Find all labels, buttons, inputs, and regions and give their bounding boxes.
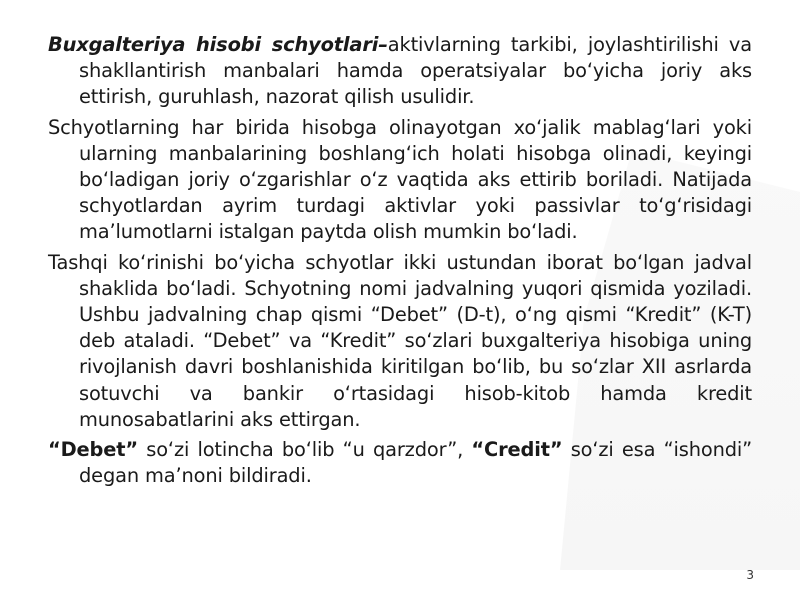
term-credit: “Credit” bbox=[471, 438, 563, 462]
paragraph-debit-text: so‘zi lotincha bo‘lib “u qarzdor”, bbox=[138, 438, 472, 462]
term-accounting-accounts: Buxgalteriya hisobi schyotlari– bbox=[48, 33, 388, 56]
paragraph-credit-text: so‘zi esa “ishondi” degan ma’noni bildiradi. bbox=[79, 438, 753, 488]
slide-content bbox=[48, 32, 752, 493]
page-number: 3 bbox=[746, 568, 754, 582]
paragraph-definition-text: aktivlarning tarkibi, joylashtirilishi va shakllantirish manbalari hamda operatsiyalar bo‘yicha joriy aks ettirish, guruhlash, nazorat qilish usulidir. bbox=[79, 33, 752, 109]
paragraph-appearance-text: Tashqi ko‘rinishi bo‘yicha schyotlar ikki ustundan iborat bo‘lgan jadval shaklida bo‘ladi. Schyotning nomi jadvalning yuqori qismida yoziladi. Ushbu jadvalning chap qismi “Debet” (D-t), o‘ng qismi “Kredit” (K-T) deb ataladi. “Debet” va “Kredit” so‘zlari buxgalteriya hisobiga uning rivojlanish davri boshlanishida kiritilgan bo‘lib, bu so‘zlar XII asrlarda sotuvchi va bankir o‘rtasidagi hisob-kitob hamda kredit munosabatlarini aks ettirgan. bbox=[48, 250, 752, 431]
paragraph-appearance bbox=[48, 250, 752, 433]
paragraph-debit-credit-meaning bbox=[48, 437, 752, 489]
term-debet: “Debet” bbox=[48, 438, 138, 462]
paragraph-accounts-state-text: Schyotlarning har birida hisobga olinayotgan xo‘jalik mablag‘lari yoki ularning manbalarining boshlang‘ich holati hisobga olinadi, keyingi bo‘ladigan joriy o‘zgarishlar o‘z vaqtida aks ettirib boriladi. Natijada schyotlardan ayrim turdagi aktivlar yoki passivlar to‘g‘risidagi ma’lumotlarni istalgan paytda olish mumkin bo‘ladi. bbox=[48, 115, 752, 244]
paragraph-definition bbox=[48, 32, 752, 111]
paragraph-accounts-state bbox=[48, 115, 752, 246]
